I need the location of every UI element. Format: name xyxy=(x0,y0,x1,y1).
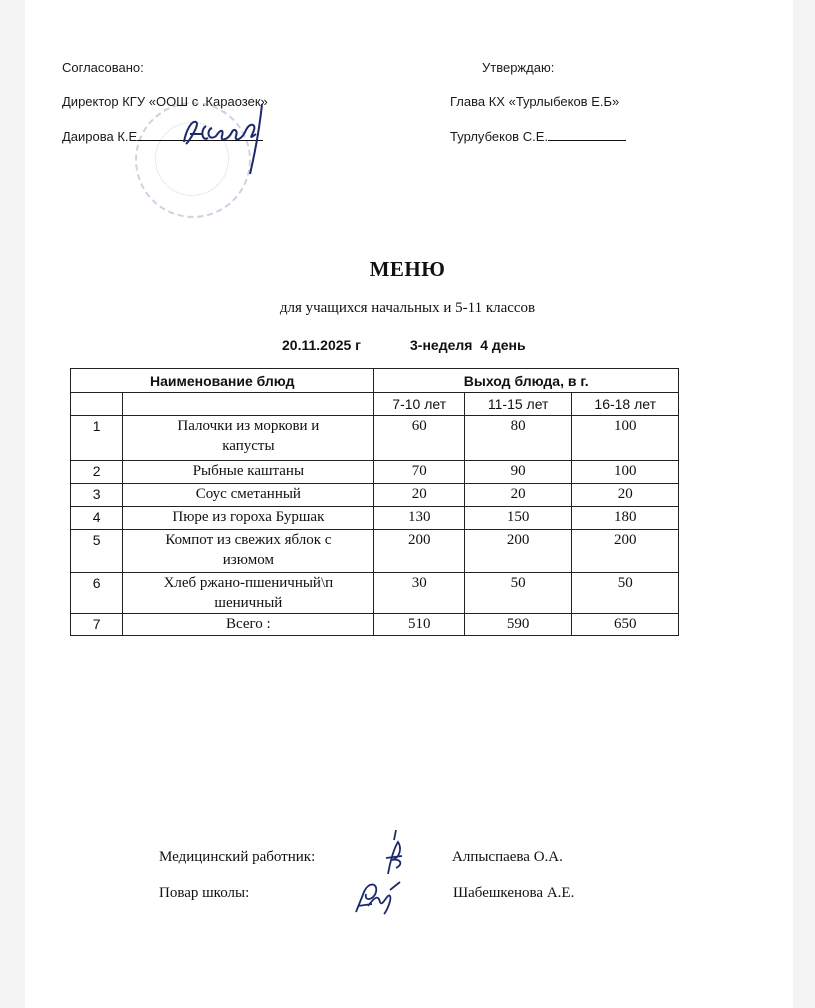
head-position: Глава КХ «Турлыбеков Е.Б» xyxy=(450,94,620,109)
row-number: 5 xyxy=(71,530,123,573)
medical-worker-role: Медицинский работник: xyxy=(159,849,316,865)
table-row-total xyxy=(71,614,679,636)
dish-name: Рыбные каштаны xyxy=(123,461,374,484)
portion-11-15: 50 xyxy=(464,573,572,614)
head-signature-line xyxy=(450,128,626,144)
age-group-header: 7-10 лет xyxy=(374,393,464,416)
portion-7-10: 30 xyxy=(374,573,464,614)
row-number: 6 xyxy=(71,573,123,614)
approved-heading: Согласовано: xyxy=(62,60,144,75)
portion-7-10: 60 xyxy=(374,416,464,461)
total-16-18: 650 xyxy=(572,614,679,636)
dish-name: Хлеб ржано-пшеничный\пшеничный xyxy=(123,573,374,614)
portion-11-15: 90 xyxy=(464,461,572,484)
blank-cell xyxy=(123,393,374,416)
director-name: Даирова К.Е xyxy=(62,129,138,144)
row-number: 1 xyxy=(71,416,123,461)
medical-worker-name: Алпыспаева О.А. xyxy=(452,849,563,865)
page-title: МЕНЮ xyxy=(369,257,446,281)
table-header-row xyxy=(71,369,679,393)
header-dish-name: Наименование блюд xyxy=(71,369,374,393)
portion-16-18: 200 xyxy=(572,530,679,573)
row-number: 3 xyxy=(71,484,123,507)
total-label: Всего : xyxy=(123,614,374,636)
table-row xyxy=(71,573,679,614)
dish-name: Пюре из гороха Буршак xyxy=(123,507,374,530)
portion-11-15: 200 xyxy=(464,530,572,573)
portion-16-18: 20 xyxy=(572,484,679,507)
age-group-row xyxy=(71,393,679,416)
head-name: Турлубеков С.Е. xyxy=(450,129,548,144)
menu-table xyxy=(70,368,679,636)
portion-16-18: 100 xyxy=(572,416,679,461)
table-row xyxy=(71,530,679,573)
portion-7-10: 200 xyxy=(374,530,464,573)
portion-7-10: 20 xyxy=(374,484,464,507)
row-number: 2 xyxy=(71,461,123,484)
row-number: 4 xyxy=(71,507,123,530)
page-subtitle: для учащихся начальных и 5-11 классов xyxy=(279,300,536,316)
total-11-15: 590 xyxy=(464,614,572,636)
row-number: 7 xyxy=(71,614,123,636)
dish-name: Соус сметанный xyxy=(123,484,374,507)
header-output: Выход блюда, в г. xyxy=(374,369,679,393)
menu-date: 20.11.2025 г xyxy=(282,337,362,353)
portion-7-10: 130 xyxy=(374,507,464,530)
portion-11-15: 20 xyxy=(464,484,572,507)
portion-16-18: 180 xyxy=(572,507,679,530)
medical-worker-signature-icon xyxy=(376,828,410,876)
table-row xyxy=(71,416,679,461)
dish-name: Компот из свежих яблок с изюмом xyxy=(123,530,374,573)
portion-16-18: 100 xyxy=(572,461,679,484)
cook-signature-icon xyxy=(350,872,402,916)
portion-7-10: 70 xyxy=(374,461,464,484)
age-group-header: 11-15 лет xyxy=(464,393,572,416)
age-group-header: 16-18 лет xyxy=(572,393,679,416)
table-row xyxy=(71,461,679,484)
week-day: 3-неделя 4 день xyxy=(410,337,526,353)
portion-16-18: 50 xyxy=(572,573,679,614)
blank-cell xyxy=(71,393,123,416)
dish-name: Палочки из моркови и капусты xyxy=(123,416,374,461)
portion-11-15: 150 xyxy=(464,507,572,530)
cook-role: Повар школы: xyxy=(159,885,250,901)
director-position: Директор КГУ «ООШ с .Караозек» xyxy=(62,94,268,109)
table-row xyxy=(71,507,679,530)
portion-11-15: 80 xyxy=(464,416,572,461)
director-signature-icon xyxy=(176,100,276,180)
total-7-10: 510 xyxy=(374,614,464,636)
cook-name: Шабешкенова А.Е. xyxy=(453,885,575,901)
signature-underline xyxy=(548,128,626,141)
approve-heading: Утверждаю: xyxy=(482,60,555,75)
table-row xyxy=(71,484,679,507)
